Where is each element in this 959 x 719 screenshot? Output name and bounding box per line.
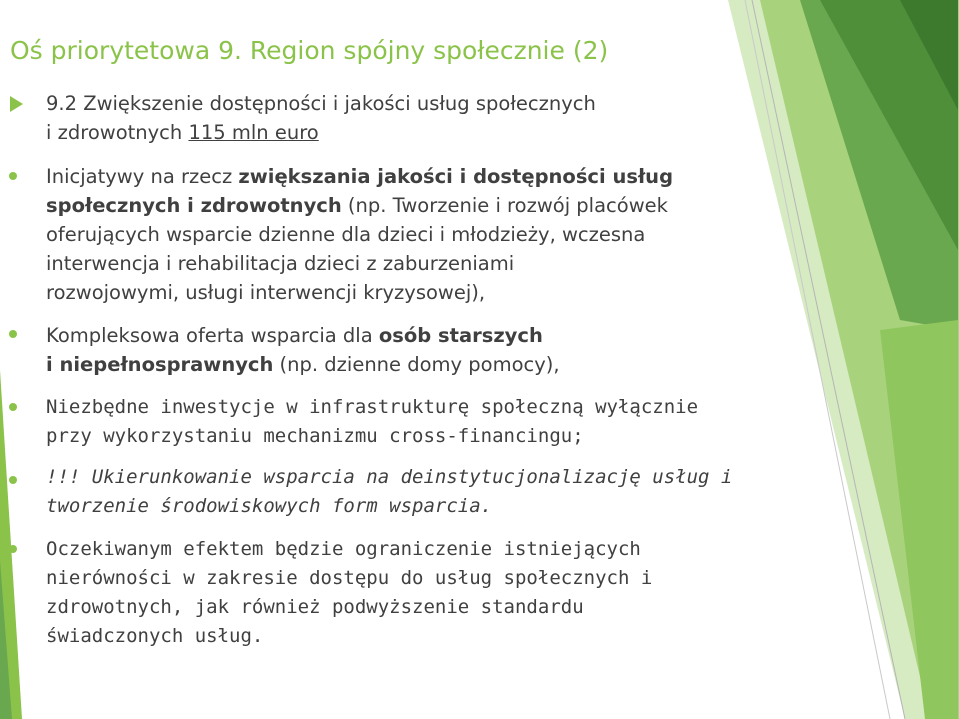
bullet-2-line-1 xyxy=(46,321,560,350)
bullet-2-text-2: (np. dzienne domy pomocy), xyxy=(273,353,560,376)
bullet-4-line-2: tworzenie środowiskowych form wsparcia. xyxy=(46,495,493,517)
bullet-2-emphasis: osób starszych xyxy=(378,324,543,347)
bullet-4-line-1: !!! Ukierunkowanie wsparcia na deinstytucjonalizację usług i xyxy=(46,466,733,488)
bullet-2-line-2 xyxy=(46,350,560,379)
bullet-5-line-2: nierówności w zakresie dostępu do usług społecznych i xyxy=(46,567,653,589)
bullet-1-line-1 xyxy=(46,162,673,191)
bullet-1-text-2: (np. Tworzenie i rozwój placówek xyxy=(341,194,668,217)
heading-line-2-prefix: i zdrowotnych xyxy=(46,121,189,144)
bullet-item-4 xyxy=(46,463,732,521)
bullet-item-3 xyxy=(46,393,698,451)
bullet-item-5 xyxy=(46,535,652,651)
bullet-dot-icon xyxy=(9,545,17,553)
bullet-1-line-5: rozwojowymi, usługi interwencji kryzysowej), xyxy=(46,281,486,304)
arrow-bullet-icon xyxy=(10,96,23,112)
heading-line-2 xyxy=(46,118,596,147)
bullet-item-1 xyxy=(46,162,673,307)
bullet-2-text: Kompleksowa oferta wsparcia dla xyxy=(46,324,379,347)
bullet-dot-icon xyxy=(9,330,17,338)
bullet-1-text: Inicjatywy na rzecz xyxy=(46,165,239,188)
section-heading xyxy=(46,89,596,147)
bullet-dot-icon xyxy=(9,673,17,681)
bullet-item-2 xyxy=(46,321,560,379)
heading-amount: 115 mln euro xyxy=(188,121,319,144)
bullet-3-line-1: Niezbędne inwestycje w infrastrukturę społeczną wyłącznie xyxy=(46,396,699,418)
heading-line-1: 9.2 Zwiększenie dostępności i jakości usług społecznych xyxy=(46,92,596,115)
bullet-1-emphasis-2: społecznych i zdrowotnych xyxy=(46,194,342,217)
bullet-1-line-4: interwencja i rehabilitacja dzieci z zaburzeniami xyxy=(46,252,515,275)
bullet-dot-icon xyxy=(9,403,17,411)
slide-title: Oś priorytetowa 9. Region spójny społecznie (2) xyxy=(10,36,609,65)
bullet-5-line-4: świadczonych usług. xyxy=(46,625,264,647)
bullet-5-line-1: Oczekiwanym efektem będzie ograniczenie istniejących xyxy=(46,538,641,560)
bullet-dot-icon xyxy=(9,172,17,180)
bullet-1-line-2 xyxy=(46,191,673,220)
bullet-1-line-3: oferujących wsparcie dzienne dla dzieci i młodzieży, wczesna xyxy=(46,223,646,246)
bullet-1-emphasis: zwiększania jakości i dostępności usług xyxy=(238,165,674,188)
bullet-dot-icon xyxy=(9,476,17,484)
bullet-3-line-2: przy wykorzystaniu mechanizmu cross-financingu; xyxy=(46,425,584,447)
bullet-2-emphasis-2: i niepełnosprawnych xyxy=(46,353,274,376)
bullet-5-line-3: zdrowotnych, jak również podwyższenie standardu xyxy=(46,596,584,618)
